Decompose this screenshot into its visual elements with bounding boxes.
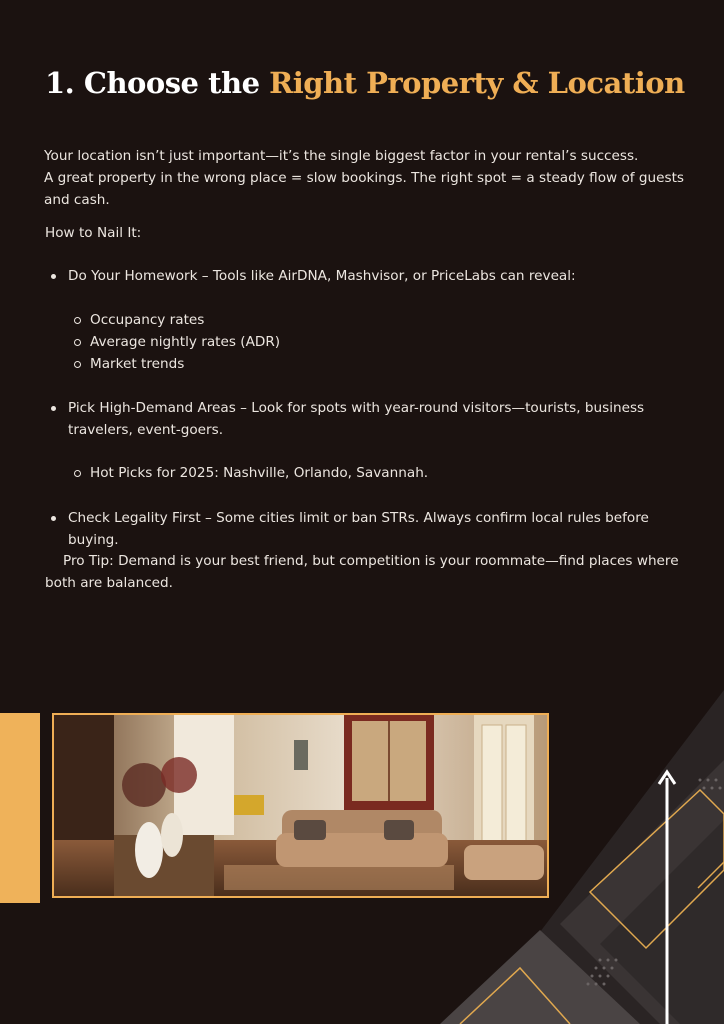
- bullet-list-2: [48, 397, 688, 441]
- deco-shape: [600, 820, 724, 1024]
- title-prefix: 1. Choose the: [45, 66, 270, 100]
- intro-paragraph: [44, 145, 694, 211]
- sub-item: Hot Picks for 2025: Nashville, Orlando, Savannah.: [70, 462, 688, 484]
- living-room-illustration: [54, 715, 547, 896]
- sub-item: Occupancy rates: [70, 309, 688, 331]
- bullet-text: Check Legality First – Some cities limit or ban STRs. Always confirm local rules before buying.: [68, 510, 649, 548]
- sub-list-2: [48, 462, 688, 484]
- bullet-item: [48, 265, 688, 287]
- deco-outline: [590, 790, 724, 948]
- intro-line-2: A great property in the wrong place = slow bookings. The right spot = a steady flow of guests and cash.: [44, 170, 684, 208]
- bullet-text: Pick High-Demand Areas – Look for spots with year-round visitors—tourists, business travelers, event-goers.: [68, 400, 645, 438]
- deco-dots: [587, 779, 722, 986]
- deco-outline: [460, 968, 570, 1024]
- pro-tip: Pro Tip: Demand is your best friend, but competition is your roommate—find places where both are balanced.: [45, 553, 679, 591]
- living-room-photo: [52, 713, 549, 898]
- arrow-head-icon: [659, 772, 675, 784]
- bullet-list-3: [48, 507, 688, 551]
- sub-item: Average nightly rates (ADR): [70, 331, 688, 353]
- bullet-text: Do Your Homework – Tools like AirDNA, Mashvisor, or PriceLabs can reveal:: [68, 268, 576, 284]
- deco-shape: [440, 930, 640, 1024]
- sub-list-1: [48, 309, 688, 375]
- intro-line-1: Your location isn’t just important—it’s the single biggest factor in your rental’s success.: [44, 148, 639, 164]
- accent-bar: [0, 713, 40, 903]
- title-accent: Right Property & Location: [269, 66, 685, 100]
- bullet-item: [48, 397, 688, 441]
- bullet-list-1: [48, 265, 688, 287]
- deco-shape: [560, 760, 724, 1024]
- how-to-label: How to Nail It:: [45, 225, 142, 241]
- sub-item: Market trends: [70, 353, 688, 375]
- bullet-item: [48, 507, 688, 551]
- deco-outline: [698, 862, 724, 888]
- page-title: [45, 66, 685, 100]
